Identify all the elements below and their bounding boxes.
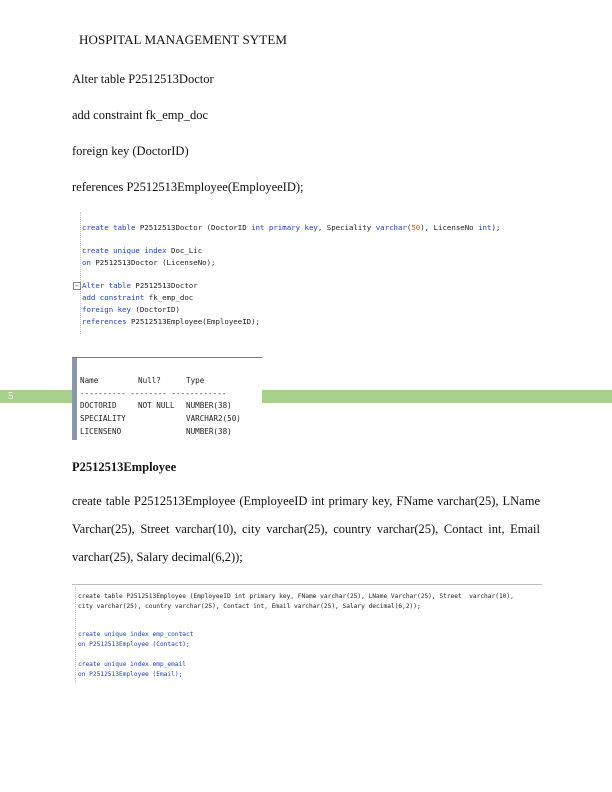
employee-sql-editor-screenshot (72, 584, 542, 685)
describe-output-text (80, 362, 241, 439)
create-table-employee-line: create table P2512513Employee (EmployeeID int primary key, FName varchar(25), LName Varchar(25), Street varchar(10), (78, 593, 514, 600)
describe-row: DOCTORID NOT NULL NUMBER(38) (80, 401, 232, 411)
collapse-icon: − (74, 282, 80, 290)
employee-paragraph-line: Varchar(25), Street varchar(10), city varchar(25), country varchar(25), Contact int, Email (72, 522, 540, 536)
create-index-contact-on-line: on P2512513Employee (Contact); (78, 641, 190, 648)
alter-table-line: Alter table P2512513Doctor (82, 281, 198, 290)
create-index-line: create unique index Doc_Lic (82, 246, 203, 255)
create-index-email-on-line: on P2512513Employee (Email); (78, 671, 183, 678)
create-index-contact-line: create unique index emp_contact (78, 631, 194, 638)
sql-line-add-constraint: add constraint fk_emp_doc (72, 108, 209, 122)
describe-row: SPECIALITY VARCHAR2(50) (80, 414, 241, 424)
describe-output-screenshot (72, 357, 262, 440)
document-header-title: HOSPITAL MANAGEMENT SYTEM (79, 32, 288, 47)
foreign-key-line: foreign key (DoctorID) (82, 305, 180, 314)
editor-gutter (80, 212, 81, 334)
editor-gutter (75, 587, 76, 683)
describe-row: LICENSENO NUMBER(38) (80, 426, 232, 436)
page-number: 5 (8, 390, 14, 402)
create-index-email-line: create unique index emp_email (78, 661, 187, 668)
employee-paragraph-line: create table P2512513Employee (EmployeeID int primary key, FName varchar(25), LName (72, 494, 540, 508)
create-index-on-line: on P2512513Doctor (LicenseNo); (82, 258, 216, 267)
employee-section-heading: P2512513Employee (72, 460, 177, 474)
output-sidebar-bar (72, 358, 77, 440)
create-table-doctor-line: create table P2512513Doctor (DoctorID int primary key, Speciality varchar(50), LicenseNo int); (82, 223, 501, 232)
sql-line-foreign-key: foreign key (DoctorID) (72, 144, 189, 158)
create-table-employee-line: city varchar(25), country varchar(25), Contact int, Email varchar(25), Salary decimal(6,2)); (78, 603, 421, 610)
sql-line-alter: Alter table P2512513Doctor (72, 72, 214, 86)
employee-paragraph-line: varchar(25), Salary decimal(6,2)); (72, 550, 243, 564)
add-constraint-line: add constraint fk_emp_doc (82, 293, 194, 302)
describe-separator: ---------- -------- ------------ (80, 388, 227, 398)
doctor-sql-editor-screenshot (72, 208, 542, 338)
sql-line-references: references P2512513Employee(EmployeeID); (72, 180, 304, 194)
references-line: references P2512513Employee(EmployeeID); (82, 317, 260, 326)
describe-header-row: Name Null? Type (80, 375, 205, 385)
